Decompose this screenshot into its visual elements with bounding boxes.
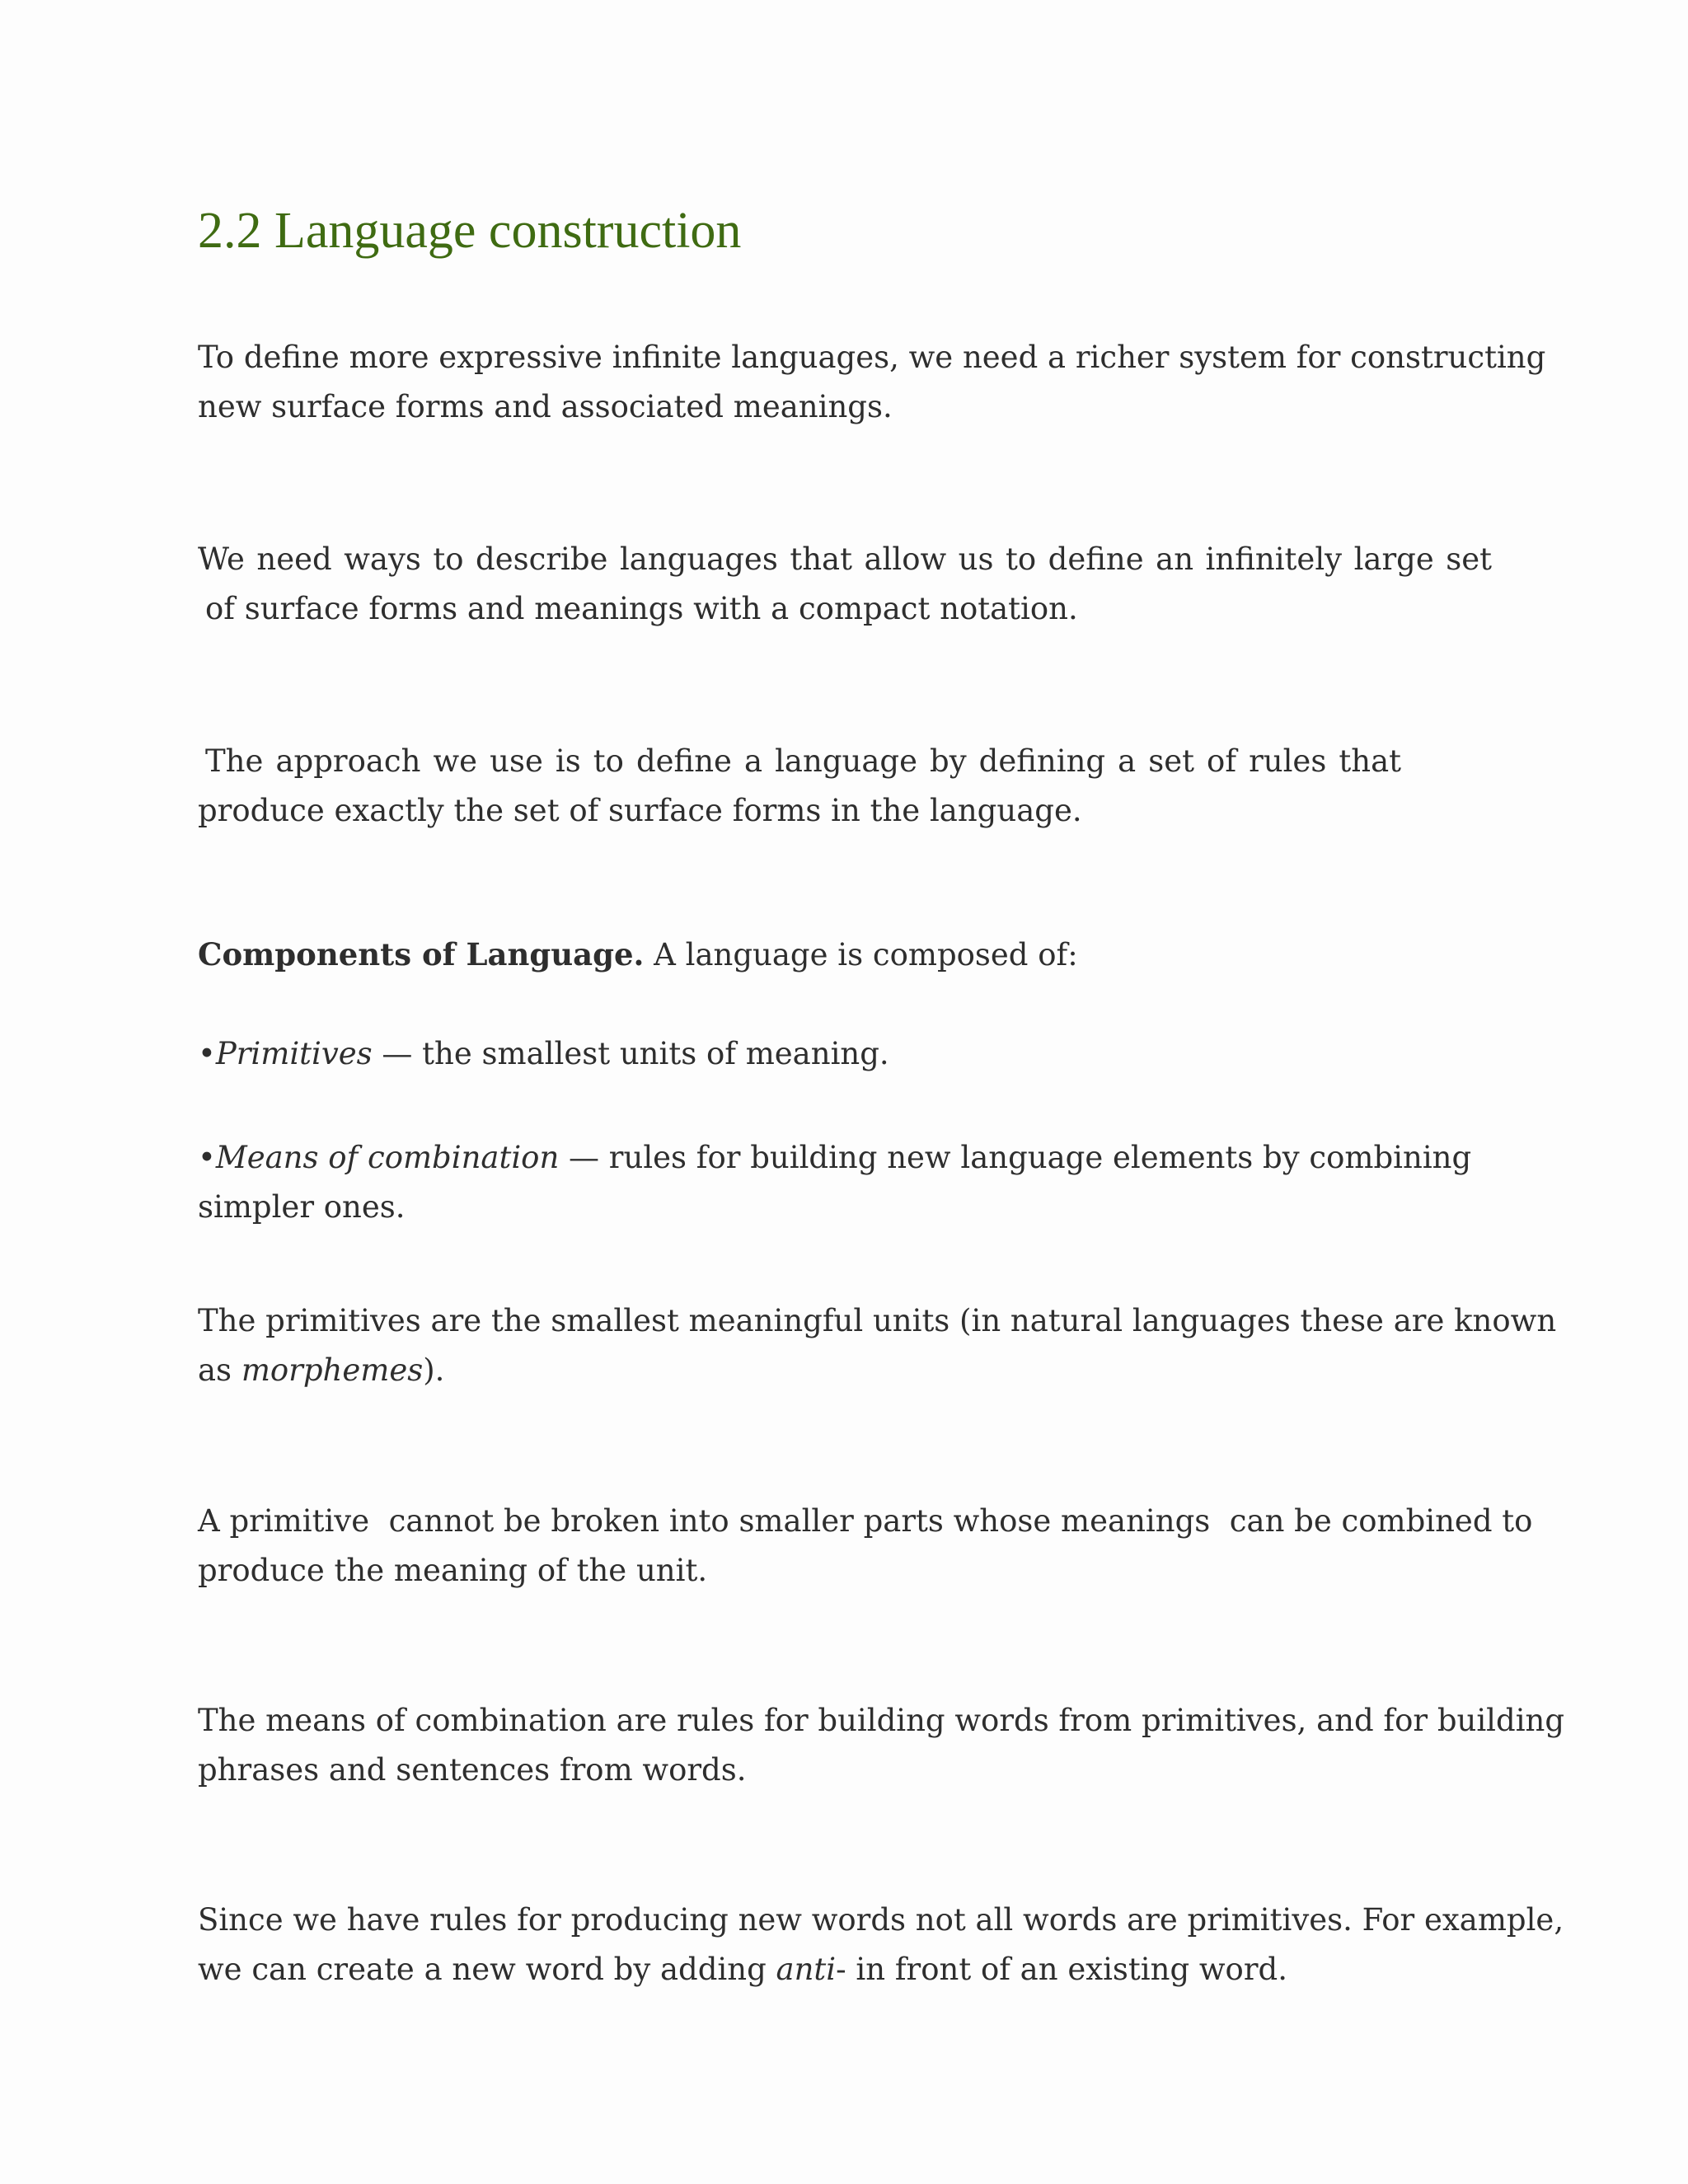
components-text: A language is composed of: [654,937,1078,972]
paragraph-intro-line-1: To define more expressive infinite languages, we need a richer system for constructing [198,340,1546,375]
paragraph-primitive-definition [198,1497,1533,1596]
paragraph-means-line-2: phrases and sentences from words. [198,1752,747,1788]
paragraph-approach [198,737,1401,836]
paragraph-new-words-line-2 [198,1945,1492,1994]
paragraph-new-words [198,1896,1564,1994]
paragraph-new-words-line-2-suffix: - in front of an existing word. [836,1952,1287,1987]
paragraph-primitives-morphemes [198,1296,1557,1395]
paragraph-describe-languages [198,535,1492,634]
bullet-primitives-term: Primitives [215,1036,373,1071]
paragraph-approach-line-1: The approach we use is to define a language by defining a set of rules that [205,743,1401,779]
paragraph-primitive-definition-line-1: A primitive cannot be broken into smaller parts whose meanings can be combined to [198,1503,1533,1539]
bullet-primitives-text: — the smallest units of meaning. [382,1036,889,1071]
paragraph-new-words-line-1: Since we have rules for producing new words not all words are primitives. For example, [198,1902,1564,1938]
paragraph-primitives-line-2 [198,1346,1492,1395]
paragraph-new-words-line-2-prefix: we can create a new word by adding [198,1952,767,1987]
paragraph-intro [198,333,1546,432]
bullet-means-term: Means of combination [215,1140,560,1175]
bullet-mark: • [198,1140,216,1175]
bullet-primitives-line [198,1029,1492,1079]
paragraph-means-line-1: The means of combination are rules for building words from primitives, and for building [198,1703,1565,1738]
morphemes-term: morphemes [241,1352,424,1388]
paragraph-primitive-definition-line-2: produce the meaning of the unit. [198,1553,708,1588]
anti-term: anti [776,1952,837,1987]
paragraph-components-line [198,930,1492,980]
paragraph-describe-languages-line-2: of surface forms and meanings with a compact notation. [205,591,1078,626]
paragraph-components [198,930,1492,980]
paragraph-primitives-line-2-suffix: ). [423,1352,445,1388]
paragraph-primitives-line-2-prefix: as [198,1352,232,1388]
paragraph-primitives-line-1: The primitives are the smallest meaningful units (in natural languages these are known [198,1303,1557,1338]
bullet-mark: • [198,1036,216,1071]
bullet-means-of-combination [198,1133,1492,1232]
bullet-means-text: — rules for building new language elements by combining [569,1140,1472,1175]
paragraph-describe-languages-line-1: We need ways to describe languages that allow us to define an infinitely large set [198,541,1492,577]
bullet-means-line-1 [198,1133,1492,1183]
paragraph-means-of-combination [198,1696,1565,1795]
components-label: Components of Language. [198,936,645,972]
bullet-means-line-2: simpler ones. [198,1189,406,1225]
paragraph-approach-line-2: produce exactly the set of surface forms in the language. [198,793,1082,828]
section-heading: 2.2 Language construction [198,203,742,259]
bullet-primitives [198,1029,1492,1079]
paragraph-intro-line-2: new surface forms and associated meanings. [198,389,893,424]
